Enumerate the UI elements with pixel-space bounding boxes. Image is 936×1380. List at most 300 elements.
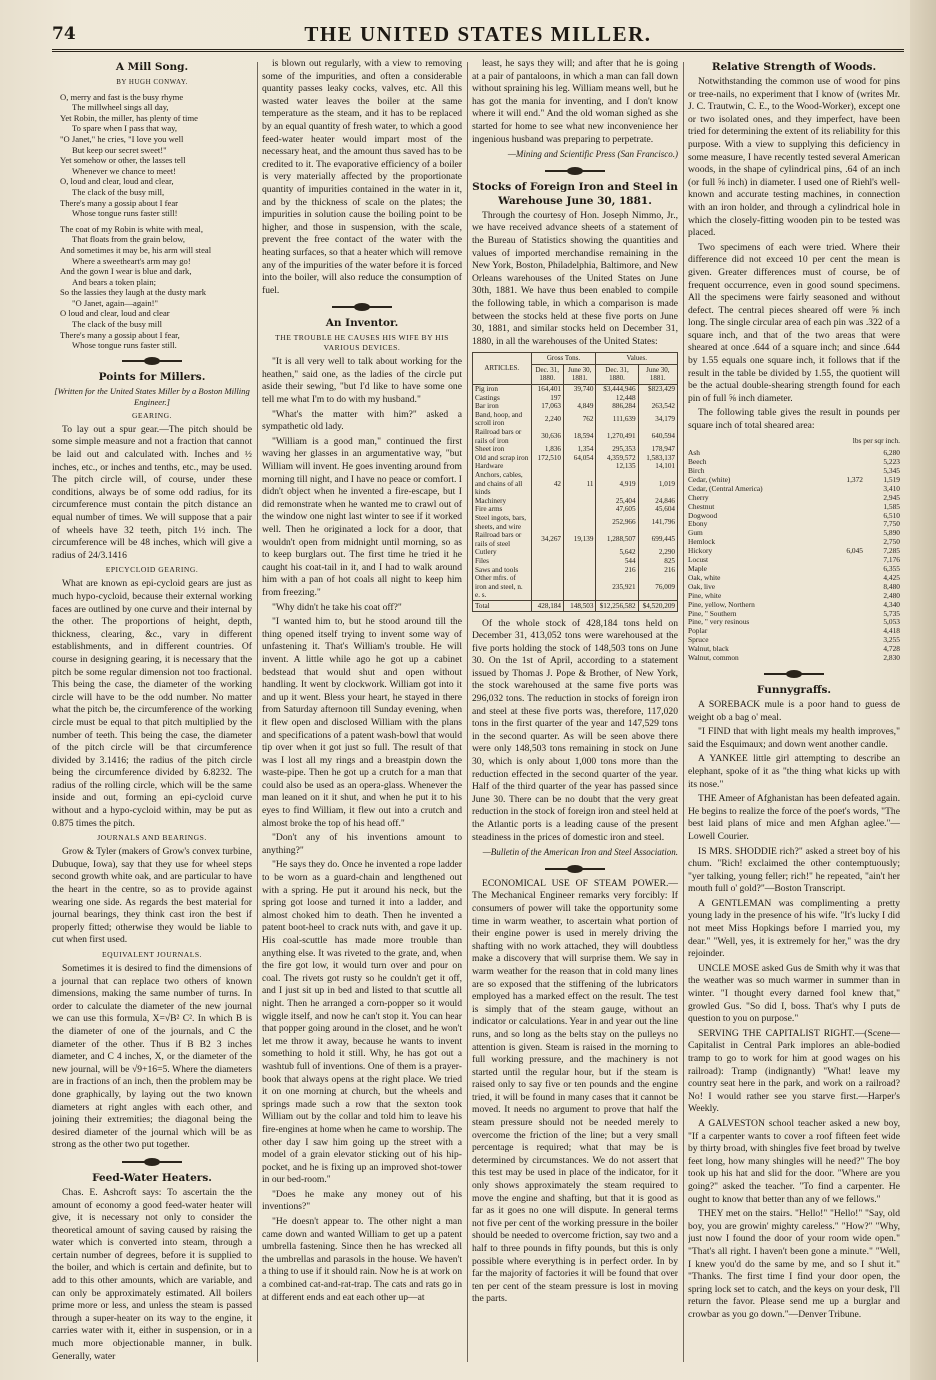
mill-song-stanza-2 xyxy=(52,224,252,351)
table-cell: Band, hoop, and scroll iron xyxy=(473,411,532,428)
table-row xyxy=(688,538,900,547)
table-cell xyxy=(531,505,564,514)
inventor-subhead: THE TROUBLE HE CAUSES HIS WIFE BY HIS VARIOUS DEVICES. xyxy=(275,333,449,353)
table-cell: 141,796 xyxy=(638,514,677,531)
mill-song-byline: BY HUGH CONWAY. xyxy=(116,78,188,86)
inventor-credit: —Mining and Scientific Press (San Francisco.) xyxy=(507,149,678,160)
table-cell xyxy=(827,583,869,592)
stocks-after: Of the whole stock of 428,184 tons held on December 31, 413,052 tons were warehoused at the five ports holding the stock of 148,503 tons on June 30. On the 1st of April, according to a statement issued by Thomas J. Pope & Brother, of New York, the stock warehoused at the same five ports was 296,032 tons. The reduction in stocks of foreign iron and steel at these five ports was, therefore, 117,020 tons in the first quarter of the year and 147,529 tons in the second quarter. As will be seen above there were only 148,503 tons remaining in stock on June 30, which is only about 1,000 tons more than the reduction effected in the second quarter of the year. Half of the third quarter of the year has passed since June 30. There can be no doubt that the very great reduction in the stock of foreign iron and steel held at the Atlantic ports is a leading cause of the present steadiness in the prices of domestic iron and steel. xyxy=(472,617,678,843)
funny-items xyxy=(688,699,900,1322)
table-cell: Sheet iron xyxy=(473,445,532,454)
gearing-subhead: GEARING. xyxy=(131,410,173,420)
funny-item: A YANKEE little girl attempting to describe an elephant, spoke of it as "the thing what kicks up with its nose." xyxy=(688,753,900,790)
table-cell: 8,480 xyxy=(883,581,900,591)
inventor-paragraph: "He says they do. Once he invented a rope ladder to be worn as a guard-chain and lengthened out with a spring. He put it around his neck, but the spring got loose and turned it into a ladder, and almost choked him to death. Then he invented a patent boot-heel to crack nuts with, and gave it up. His coal-scuttle has made more trouble than anything else. It was riveted to the grate, and, when the fire got low, it would turn over and pour on coal. The rivets got rusty so he couldn't get it off, and I just sit up in bed and listed to that scuttle all night. Then he arranged a corn-popper so it would wiggle itself, and now he can't stop it. You can hear that popper going around in the closet, and he won't let me throw it away, because he wants to invent something to hold it still. Why, he has got out a washtub full of inventions. One of them is a prayer-book that always opens at the right place. We tried it on one morning at church, but the wheels and springs made such a row that the sexton took William out by the collar and told him to leave his fire-engines at home when he came to worship. The other day I saw him going up the street with a model of a grain elevator sticking out of his hip-pocket, and he is fixing up an improved shot-tower in our bed-room." xyxy=(262,859,462,1186)
verse-line: Where a sweetheart's arm may go! xyxy=(72,255,191,266)
stocks-table-body xyxy=(473,385,678,611)
table-row xyxy=(688,520,900,529)
table-row xyxy=(688,556,900,565)
table-cell: 216 xyxy=(596,566,638,575)
table-cell xyxy=(827,654,869,663)
table-total-row xyxy=(473,600,678,611)
table-row xyxy=(473,445,678,454)
table-cell xyxy=(827,485,869,494)
table-cell xyxy=(827,458,869,467)
table-row xyxy=(473,574,678,600)
verse-line: There's many a gossip about I fear, xyxy=(60,329,180,340)
equivalent-text: Sometimes it is desired to find the dimensions of a journal that can replace two others of known dimensions, making the same number of turns. In order to calculate the diameter of the new journal we can use this formula, X=√B² C². In which B is the diameter of one of the journals, and C the diameter of the other. Thus if B B2 3 inches diameter, and C 4 inches, X, or the diameter of the new journal, will be √9+16=5. Where the diameters are in fractions of an inch, then the problem may be done graphically, by laying out the two known diameters at right angles with each other, and joining their extremities; the diagonal being the desired diameter of the journal which will be as strong as the other two put together. xyxy=(52,963,252,1151)
table-cell: 263,542 xyxy=(638,402,677,411)
journals-subhead: JOURNALS AND BEARINGS. xyxy=(97,833,207,843)
table-row xyxy=(688,592,900,601)
table-cell: 2,945 xyxy=(883,492,900,502)
table-cell: Pine, white xyxy=(688,591,722,600)
table-cell xyxy=(827,618,869,627)
table-cell: 762 xyxy=(564,411,596,428)
table-cell: 3,255 xyxy=(883,635,900,645)
table-cell: 7,176 xyxy=(883,555,900,565)
table-cell: 111,639 xyxy=(596,411,638,428)
table-header-dec: Dec. 31, 1880. xyxy=(531,364,564,384)
table-cell: Steel ingots, bars, sheets, and wire xyxy=(473,514,532,531)
column-3 xyxy=(472,58,678,1370)
table-cell: Cherry xyxy=(688,493,709,502)
table-row xyxy=(688,449,900,458)
stocks-intro: Through the courtesy of Hon. Joseph Nimmo, Jr., we have received advance sheets of a statement of the Bureau of Statistics showing the quantities and values of imported merchandise remaining in the New York, Boston, Philadelphia, Baltimore, and New Orleans warehouses of the United States on June 30th, 1881. We have thus been enabled to compile the following table, in which a comparison is made between the stocks held at these five ports on June 30, 1881, and similar stocks held on December 31, 1880, in all the warehouses of the United States: xyxy=(472,209,678,347)
table-cell xyxy=(827,636,869,645)
table-row xyxy=(473,428,678,445)
table-cell xyxy=(564,394,596,403)
table-row xyxy=(688,574,900,583)
table-cell: 76,009 xyxy=(638,574,677,600)
table-cell: 1,354 xyxy=(564,445,596,454)
table-cell: $12,256,582 xyxy=(596,600,638,611)
table-cell: Birch xyxy=(688,467,705,476)
table-cell xyxy=(827,574,869,583)
points-heading: Points for Millers. xyxy=(98,370,206,383)
inventor-paragraph: "He doesn't appear to. The other night a man came down and wanted William to get up a patent umbrella fastening. Since then he has wrecked all the umbrellas and parasols in the house. We haven't a thing to use if it should rain. Now he is at work on a combined cat-and-rat-trap. The cats and rats go in at different ends and eat each other up—at xyxy=(262,1216,462,1303)
economical-text: ECONOMICAL USE OF STEAM POWER.—The Mechanical Engineer remarks very forcibly: If consumers of power will take the opportunity some time in warm weather, to ascertain what portion of their engine power is used in merely driving the shafting with no work attached, they will doubtless make a discovery that will surprise them. We say in warm weather for the reason that in cold many lines are so exposed that the stiffening of the lubricators employed has a marked effect on the result. The test is simply that of the steam gauge, without an indicator or calculations. Year in and year out the line runs, and so long as the belts stay on the pulleys no attention is given. Steam is raised in the morning to full working pressure, and the machinery is not started until the regular hour, but if the steam is raised only to say five or ten pounds and the engine tried, it will be found in many cases that it cannot be moved. It needs no argument to prove that half the steam pressure should not be needed merely to overcome the friction of the line; but a very small percentage is required; what that may be is determined by circumstances. We do not assert that this test may be used in place of the indicator, for it only shows approximately the steam required to move the engine and shafting, but that it is good as far as it goes no one will dispute. In general terms not five per cent of the working pressure in the boiler should be needed to overcome friction, say two and a half to three pounds in fifty pounds, but this is only possible where everything is in perfect order. In by far the majority of factories it will be found that over ten per cent of the steam pressure is lost in moving the parts. xyxy=(472,877,678,1305)
verse-line: "O Janet, again—again!" xyxy=(72,297,159,308)
table-cell: 1,019 xyxy=(638,471,677,497)
table-cell: 4,340 xyxy=(883,599,900,609)
table-row xyxy=(688,512,900,521)
table-cell: 5,642 xyxy=(596,548,638,557)
verse-line: O loud and clear, loud and clear xyxy=(60,308,170,319)
table-row xyxy=(473,557,678,566)
table-cell: 64,054 xyxy=(564,454,596,463)
table-cell: 34,267 xyxy=(531,531,564,548)
table-cell xyxy=(827,627,869,636)
funny-item: UNCLE MOSE asked Gus de Smith why it was that the weather was so much warmer in summer than in winter. "I thought every darned fool knew that," growled Gus. "So did I, boss. That's why I puts de question to you on purpose." xyxy=(688,962,900,1025)
funny-item: "I FIND that with light meals my health improves," said the Esquimaux; and down went another candle. xyxy=(688,726,900,750)
table-cell: Pine, " very resinous xyxy=(688,618,750,627)
table-cell xyxy=(827,512,869,521)
table-row xyxy=(688,458,900,467)
journals-text: Grow & Tyler (makers of Grow's convex turbine, Dubuque, Iowa), say that they use for wheel steps second growth white oak, and are particular to have the heart in the centre, so as to provide against wearing one side. As regards the best material for journal bearings, they think cast iron the best if properly fitted; otherwise they would be liable to cut when first used. xyxy=(52,846,252,946)
column-rule xyxy=(683,62,684,1362)
table-cell: 252,966 xyxy=(596,514,638,531)
table-header-values: Values. xyxy=(596,353,678,365)
table-cell xyxy=(827,645,869,654)
table-cell: Walnut, common xyxy=(688,654,739,663)
verse-line: Yet Robin, the miller, has plenty of time xyxy=(60,112,198,123)
table-cell: 1,288,507 xyxy=(596,531,638,548)
table-cell: 164,401 xyxy=(531,385,564,394)
points-note: [Written for the United States Miller by a Boston Milling Engineer.] xyxy=(54,385,250,407)
woods-paragraph: The following table gives the result in pounds per square inch of total sheared area: xyxy=(688,407,900,432)
verse-line: The millwheel sings all day, xyxy=(72,102,169,113)
verse-line: There's many a gossip about I fear xyxy=(60,197,179,208)
table-cell: 42 xyxy=(531,471,564,497)
verse-line: But keep our secret sweet!" xyxy=(72,144,167,155)
table-cell: 47,605 xyxy=(596,505,638,514)
table-cell: 4,425 xyxy=(883,572,900,582)
table-row xyxy=(688,494,900,503)
table-cell: 886,284 xyxy=(596,402,638,411)
table-cell: Cutlery xyxy=(473,548,532,557)
table-row xyxy=(473,394,678,403)
table-row xyxy=(688,476,900,485)
table-row xyxy=(688,583,900,592)
feed-water-text: Chas. E. Ashcroft says: To ascertain the the amount of economy a good feed-water heater will give, it is necessary not only to consider the theoretical amount of saving caused by raising the water which is converted into steam, through a certain number of degrees, before it is supplied to the boiler, and which is certain and definite, but to add to this other amounts, which are variable, and can only be approximately estimated. All boilers prime more or less, and unless the steam is passed through a super-heater on its way to the engine, it carries water with it, either in suspension, or in a much more objectionable manner, in bulk. Generally, water xyxy=(52,1186,252,1362)
table-cell: 34,179 xyxy=(638,411,677,428)
column-rule xyxy=(257,62,258,1362)
paper-title: THE UNITED STATES MILLER. xyxy=(304,22,652,46)
table-header-jun: June 30, 1881. xyxy=(564,364,596,384)
section-divider xyxy=(545,864,605,874)
table-cell xyxy=(564,574,596,600)
table-row xyxy=(688,467,900,476)
verse-line: O, merry and fast is the busy rhyme xyxy=(60,91,184,102)
table-cell: 5,223 xyxy=(883,457,900,467)
table-cell: Dogwood xyxy=(688,511,718,520)
table-cell: Spruce xyxy=(688,636,709,645)
table-cell: Railroad bars or rails of steel xyxy=(473,531,532,548)
table-cell xyxy=(564,514,596,531)
table-cell: Poplar xyxy=(688,627,708,636)
table-cell: 45,604 xyxy=(638,505,677,514)
inventor-continued: least, he says they will; and after that he is going at a pair of pantaloons, in which a man can fall down without spraining his leg. William means well, but he has got the mania for inventing, and I don't know where it will end." And the old woman sighed as she started for home to see what new inconvenience her ingenious husband was preparing to perpetrate. xyxy=(472,58,678,145)
table-cell: 235,921 xyxy=(596,574,638,600)
column-2 xyxy=(262,58,462,1370)
table-cell: 5,053 xyxy=(883,617,900,627)
table-cell: $3,444,946 xyxy=(596,385,638,394)
table-row xyxy=(688,503,900,512)
table-cell xyxy=(531,462,564,471)
table-cell: 1,519 xyxy=(883,474,900,484)
table-cell: 178,947 xyxy=(638,445,677,454)
funny-item: THEY met on the stairs. "Hello!" "Hello!" "Say, old boy, you are growin' mighty careless." "How?" "Why, just now I found the door of your room wide open." "That's all right. I haven't been gone a minute." "Well, I knew you'd do the same by me, and so I shut it." "Thanks. The first time I find your door open, the spring lock set to catch, and the keys on your desk, I'll return the favor. Please send me up a burglar and crowbar as you go down."—Denver Tribune. xyxy=(688,1208,900,1320)
stocks-heading: Stocks of Foreign Iron and Steel in Warehouse June 30, 1881. xyxy=(472,180,678,207)
table-cell xyxy=(827,449,869,458)
verse-line: And sometimes it may be, his arm will steal xyxy=(60,244,212,255)
verse-line: Yet somehow or other, the lasses tell xyxy=(60,155,186,166)
table-cell: 295,353 xyxy=(596,445,638,454)
inventor-paragraph: "Don't any of his inventions amount to anything?" xyxy=(262,832,462,856)
mill-song-heading: A Mill Song. xyxy=(115,61,189,73)
table-row xyxy=(473,454,678,463)
table-cell: 4,849 xyxy=(564,402,596,411)
table-cell: $823,429 xyxy=(638,385,677,394)
table-cell: 1,836 xyxy=(531,445,564,454)
table-cell: Hardware xyxy=(473,462,532,471)
table-cell xyxy=(531,566,564,575)
table-cell xyxy=(827,520,869,529)
woods-heading: Relative Strength of Woods. xyxy=(711,61,877,73)
table-cell: Locust xyxy=(688,556,709,565)
column-1 xyxy=(52,58,252,1370)
table-cell xyxy=(827,503,869,512)
funny-item: A GALVESTON school teacher asked a new boy, "If a carpenter wants to cover a roof fifteen feet wide by thirty broad, with shingles five feet broad by twelve feet long, how many shingles will he need?" The boy took up his hat and slid for the door. "Where are you going?" asked the teacher. "To find a carpenter. He ought to know that better than any of we fellows." xyxy=(688,1117,900,1205)
table-cell: 7,750 xyxy=(883,519,900,529)
table-row xyxy=(688,485,900,494)
table-cell: 197 xyxy=(531,394,564,403)
table-cell: 2,830 xyxy=(883,653,900,663)
table-cell: 6,355 xyxy=(883,564,900,573)
table-cell: Chestnut xyxy=(688,502,715,511)
table-cell: 25,404 xyxy=(596,497,638,506)
woods-table-head: lbs per sqr inch. xyxy=(852,435,900,445)
page-edge xyxy=(910,0,936,1380)
table-cell: Cedar, (white) xyxy=(688,475,731,484)
table-cell: 2,480 xyxy=(883,590,900,600)
table-cell: Maple xyxy=(688,565,707,573)
table-cell: 17,063 xyxy=(531,402,564,411)
table-row xyxy=(473,402,678,411)
stocks-table xyxy=(472,352,678,611)
table-cell: Gum xyxy=(688,529,703,538)
table-row xyxy=(473,497,678,506)
table-cell: 216 xyxy=(638,566,677,575)
verse-line: To spare when I pass that way, xyxy=(72,123,178,134)
table-cell xyxy=(827,565,869,574)
table-cell: Pine, yellow, Northern xyxy=(688,600,755,609)
inventor-heading: An Inventor. xyxy=(325,317,399,330)
table-cell: 544 xyxy=(596,557,638,566)
table-cell xyxy=(564,566,596,575)
table-cell: 6,280 xyxy=(883,448,900,458)
funny-item: A SOREBACK mule is a poor hand to guess de weight ob a bag o' meal. xyxy=(688,698,900,723)
table-cell: 2,750 xyxy=(883,537,900,547)
funny-heading: Funnygraffs. xyxy=(756,683,832,696)
woods-paragraph: Two specimens of each were tried. Where their difference did not exceed 10 per cent the mean is given. Greater differences must of course, be of frequent occurrence, even in good sound specimens. All the specimens were fairly seasoned and without defect. The central pieces sheared off were ⅝ inch long. The single circular area of each pin was .322 of a square inch, and that of the two areas that were sheared at once .644 of a square inch; and since .644 by 1.55 equals one square inch, it follows that if the result in the table be divided by 1.55, the quotient will be the actual double-shearing strength found for each pin of full ⅝ inch diameter. xyxy=(688,241,900,404)
table-header-tons: Gross Tons. xyxy=(531,353,596,365)
table-cell: 2,240 xyxy=(531,411,564,428)
table-cell: 39,740 xyxy=(564,385,596,394)
table-cell: Beech xyxy=(688,458,707,467)
table-cell: 12,135 xyxy=(596,462,638,471)
table-cell xyxy=(827,610,869,619)
verse-line: Whose tongue runs faster still! xyxy=(72,208,178,219)
table-row xyxy=(688,529,900,538)
table-cell: 1,372 xyxy=(846,474,864,484)
table-row xyxy=(688,565,900,574)
table-cell xyxy=(564,557,596,566)
inventor-paragraph: "William is a good man," continued the first waving her glasses in an argumentative way, "but William will invent. He goes inventing around from morning till night, and I have no peace or comfort. I didn't object when he invented a fire-escape, but I did remonstrate when he wanted me to crawl out of the window one night last winter to see if it worked well. Then he originated a lock for a door, that wouldn't open from midnight until morning, so as to keep burglars out. The first time he tried it he caught his coat-tail in it, and I had to walk around him with a pan of hot coals all night to keep him from freezing." xyxy=(262,435,462,598)
table-row xyxy=(473,548,678,557)
table-cell: 825 xyxy=(638,557,677,566)
table-cell: 4,919 xyxy=(596,471,638,497)
table-cell: Anchors, cables, and chains of all kinds xyxy=(473,471,532,497)
funny-item: SERVING THE CAPITALIST RIGHT.—(Scene—Capitalist in Central Park implores an able-bodied tramp to go to work for him at good wages on his railroad): Tramp (indignantly) "What! leave my country seat here in the park, and work on a railroad? No! I would rather see you starve first.—Harper's Weekly. xyxy=(688,1027,900,1115)
column-4 xyxy=(688,58,900,1370)
table-cell: Old and scrap iron xyxy=(473,454,532,463)
table-cell: Files xyxy=(473,557,532,566)
table-cell: 640,594 xyxy=(638,428,677,445)
funny-item: THE Ameer of Afghanistan has been defeated again. He begins to realize the force of the poet's words, "The best laid plans of mice and men Afghan aglee."—Lowell Courier. xyxy=(688,793,900,842)
table-cell: 428,184 xyxy=(531,600,564,611)
table-cell: Castings xyxy=(473,394,532,403)
table-cell: 11 xyxy=(564,471,596,497)
table-cell: Other mfrs. of iron and steel, n. e. s. xyxy=(473,574,532,600)
table-cell: 172,510 xyxy=(531,454,564,463)
table-cell: 4,418 xyxy=(883,626,900,636)
table-row xyxy=(473,566,678,575)
table-cell xyxy=(827,494,869,503)
table-cell xyxy=(564,505,596,514)
table-cell xyxy=(531,574,564,600)
table-cell xyxy=(564,462,596,471)
table-cell xyxy=(531,548,564,557)
verse-line: The clack of the busy mill xyxy=(72,319,162,330)
table-row xyxy=(473,471,678,497)
table-cell xyxy=(827,556,869,565)
funny-item: A GENTLEMAN was complimenting a pretty young lady in the presence of his wife. "It's lucky I did not meet Miss Hopkings before I married you, my dear." "Well, yes, it is extremely for her," was the dry rejoinder. xyxy=(688,897,900,960)
table-cell xyxy=(531,514,564,531)
table-cell: Bar iron xyxy=(473,402,532,411)
section-divider xyxy=(122,1157,182,1167)
verse-line: O, loud and clear, loud and clear, xyxy=(60,176,174,187)
table-cell: 19,139 xyxy=(564,531,596,548)
table-cell: 7,285 xyxy=(883,546,900,556)
verse-line: "O Janet," he cries, "I love you well xyxy=(60,133,184,144)
inventor-paragraph: "What's the matter with him?" asked a sympathetic old lady. xyxy=(262,408,462,433)
verse-line: The coat of my Robin is white with meal, xyxy=(60,223,203,234)
table-row xyxy=(688,618,900,627)
table-row xyxy=(473,385,678,394)
feed-water-continued: is blown out regularly, with a view to removing some of the impurities, and often a considerable quantity passes leaky cocks, valves, etc. All this wasted water leaves the boiler at the same temperature as the steam, and it has to be replaced by an equal quantity of fresh water, to which a good feed-water heater would impart most of the necessary heat, and the amount thus saved has to be credited to it. The evaporative efficiency of a boiler is very materially affected by the proportionate quantity of impurities contained in the water in it, and by the thickness of scale on the plates; the impurities in solution cause the boiling point to be higher, and those in suspension, with the scale, prevent the free contact of the water with the heating surfaces, so that a heater which will remove any of the impurities of the water before it is forced into the boiler, will also reduce the consumption of fuel. xyxy=(262,58,462,296)
gearing-text: To lay out a spur gear.—The pitch should be some simple measure and not a fraction that cannot be laid out and calculated with. Inches and ½ inches, etc., or inches and tenths, etc., may be used. The pitch circle will, of course, under these conditions, always be of some odd radius, for its circumference must contain the pitch distance an equal number of times. We will suppose that a pair of wheels have 32 teeth, pitch 1½ inch. The circumference will be 48 inches, which will give a radius of 24/3.1416 xyxy=(52,423,252,561)
mill-song-stanza-1 xyxy=(52,92,252,219)
table-cell: 6,510 xyxy=(883,510,900,520)
table-header-jun: June 30, 1881. xyxy=(638,364,677,384)
verse-line: And the gown I wear is blue and dark, xyxy=(60,266,192,277)
inventor-paragraph: "Does he make any money out of his inventions?" xyxy=(262,1188,462,1213)
inventor-paragraph: "I wanted him to, but he stood around till the thing opened itself trying to invent some way of unfastening it. That's William's trouble. He will invent. A little while ago he got up a cabinet bedstead that would shut and open without handling. It went by clockwork. William got into it and up it went. Bless your heart, he stayed in there from Saturday afternoon till Sunday evening, when it flew open and disclosed William with the plans and specifications of a patent wash-bowl that would tip over when it got just so full. The result of that was I lost all my rings and a breastpin down the waste-pipe. Then he got up a crutch for a man that could also be used as an opera-glass. Whenever the man leaned on it it shut, and when he put it to his eyes to find William, it flew out into a crutch and almost broke the top of his head off." xyxy=(262,616,462,829)
table-row xyxy=(473,462,678,471)
page-number: 74 xyxy=(52,24,76,44)
feed-water-heading: Feed-Water Heaters. xyxy=(92,1171,212,1184)
table-cell: Walnut, black xyxy=(688,645,729,654)
table-cell xyxy=(531,557,564,566)
verse-line: Whenever we chance to meet! xyxy=(72,165,177,176)
table-cell: Ash xyxy=(688,449,700,458)
equivalent-subhead: EQUIVALENT JOURNALS. xyxy=(101,950,202,959)
table-cell: 5,735 xyxy=(883,608,900,618)
table-header-articles: ARTICLES. xyxy=(473,353,532,385)
table-cell: Machinery xyxy=(473,497,532,506)
funny-item: IS MRS. SHODDIE rich?" asked a street boy of his chum. "Rich! exclaimed the other contemptuously; "yer talking, young feller; rich!" he repeated, "ain't her mouth full o' gold?"—Boston Transcript. xyxy=(688,845,900,895)
table-cell: Railroad bars or rails of iron xyxy=(473,428,532,445)
column-rule xyxy=(467,62,468,1362)
verse-line: So the lassies they laugh at the dusty mark xyxy=(60,287,207,298)
table-cell: Fire arms xyxy=(473,505,532,514)
inventor-paragraph: "Why didn't he take his coat off?" xyxy=(272,601,402,613)
table-cell: 1,583,137 xyxy=(638,454,677,463)
table-cell: 6,045 xyxy=(846,546,864,556)
table-cell: Oak, live xyxy=(688,582,716,591)
table-row xyxy=(688,601,900,610)
table-cell: 148,503 xyxy=(564,600,596,611)
stocks-credit: —Bulletin of the American Iron and Steel Association. xyxy=(482,847,678,858)
verse-line: Whose tongue runs faster still. xyxy=(72,340,177,351)
table-cell: Hickory xyxy=(688,547,713,556)
table-row xyxy=(688,636,900,645)
table-row xyxy=(688,627,900,636)
table-cell xyxy=(827,601,869,610)
table-cell: Saws and tools xyxy=(473,566,532,575)
table-cell xyxy=(564,497,596,506)
table-row xyxy=(473,411,678,428)
table-cell: Pig iron xyxy=(473,385,532,394)
table-cell: 24,846 xyxy=(638,497,677,506)
woods-table-body xyxy=(688,449,900,663)
section-divider xyxy=(764,669,824,679)
table-row xyxy=(688,645,900,654)
verse-line: That floats from the grain below, xyxy=(72,234,186,245)
table-cell: 5,890 xyxy=(883,528,900,538)
epicycloid-subhead: EPICYCLOID GEARING. xyxy=(105,565,199,575)
table-row xyxy=(473,505,678,514)
table-cell: 1,270,491 xyxy=(596,428,638,445)
table-cell: 4,359,572 xyxy=(596,454,638,463)
woods-paragraph: Notwithstanding the common use of wood for pins or tree-nails, no experiment that I know of (writes Mr. J. C. Trautwin, C. E., to the Wood-Worker), except one or two isolated ones, and they imperfect, have been tried for determining the extent of its reliability for this purpose. With a view to supplying this deficiency in some measure, I have recently tested several American woods, in the shape of cylindrical pins, .64 of an inch (or full ⅝ inch) in diameter. I used one of Riehl's well-known and accurate testing machines, in connection with an iron holder, and through a cylindrical hole in which the closely-fitting wooden pin to be tested was placed. xyxy=(688,76,900,239)
table-cell: $4,520,209 xyxy=(638,600,677,611)
columns xyxy=(52,58,904,1370)
table-cell: Pine, " Southern xyxy=(688,609,737,618)
table-cell: 699,445 xyxy=(638,531,677,548)
table-cell xyxy=(638,394,677,403)
inventor-paragraph: "It is all very well to talk about working for the heathen," said one, as the ladies of the circle put aside their sewing, "but I'd like to have some one tell me what I'm to do with my husband." xyxy=(262,356,462,406)
verse-line: And bears a token plain; xyxy=(72,276,157,287)
woods-table xyxy=(688,449,900,663)
table-row xyxy=(473,514,678,531)
table-cell: 18,594 xyxy=(564,428,596,445)
masthead xyxy=(52,22,904,52)
table-row xyxy=(688,654,900,663)
table-cell: Total xyxy=(473,600,532,611)
verse-line: The clack of the busy mill, xyxy=(72,186,165,197)
table-cell: 4,728 xyxy=(883,644,900,654)
table-cell: 3,410 xyxy=(883,483,900,493)
table-cell xyxy=(531,497,564,506)
table-cell xyxy=(827,529,869,538)
section-divider xyxy=(332,302,392,312)
table-cell: 12,448 xyxy=(596,394,638,403)
section-divider xyxy=(122,356,182,366)
table-row xyxy=(688,610,900,619)
table-cell: 1,585 xyxy=(883,501,900,511)
table-cell: 2,290 xyxy=(638,548,677,557)
epicycloid-text: What are known as epi-cycloid gears are just as much hypo-cycloid, because their external working faces are outlined by one curve and their internal by the other. The proportions of height, depth, thickness, clearing, &c., vary in different establishments, and in different countries. Of course in designing gearing, it is necessary that the pitch be some regular dimension not too fractional. This being the case, the diameter of the working circle will have to be the odd number. No matter what the pitch be, the circumference of the working circle must be equal to that pitch multiplied by the number of teeth. This being the case, the diameter of the pitch circle will be that circumference divided by 3.1416; the radius of the pitch circle being the circumference divided by 6.8232. The radius of the rolling circle, which will be the same inside and out, forming an epi-cycloid curve without and a hypo-cycloid within, may be put as 0.875 times the pitch. xyxy=(52,578,252,829)
table-cell: 30,636 xyxy=(531,428,564,445)
table-cell: 14,101 xyxy=(638,462,677,471)
table-cell xyxy=(564,548,596,557)
section-divider xyxy=(545,166,605,176)
table-cell: 5,345 xyxy=(883,466,900,476)
table-cell: Hemlock xyxy=(688,538,716,547)
